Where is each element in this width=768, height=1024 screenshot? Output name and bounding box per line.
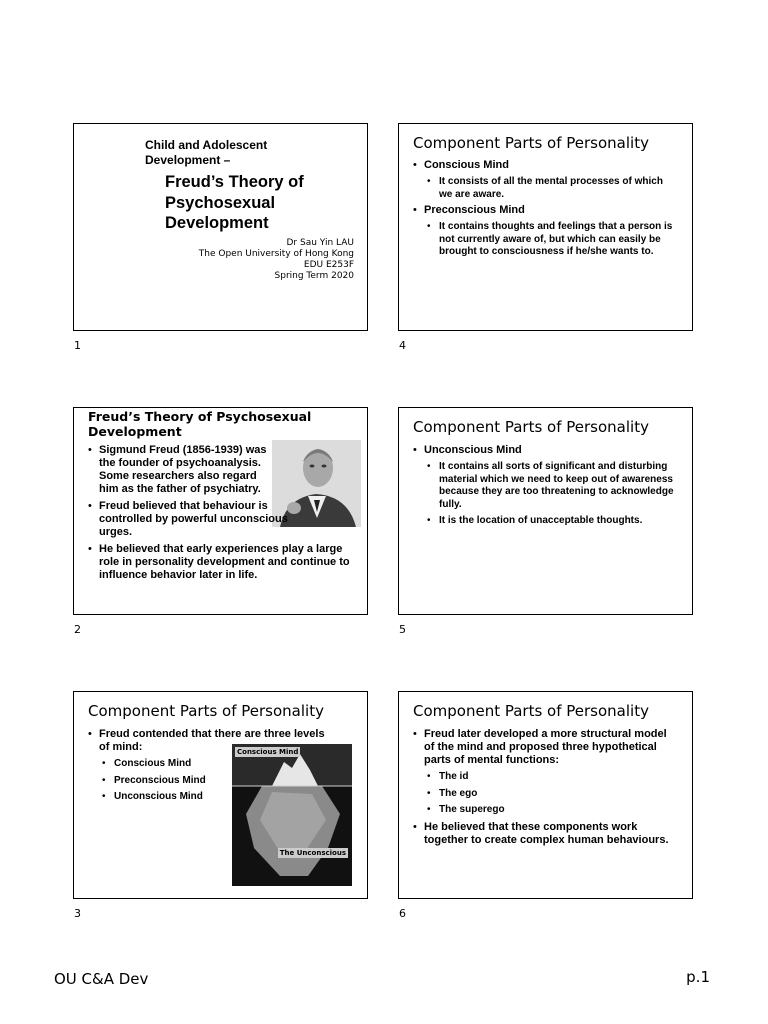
sub-bullet-conscious-desc: • It consists of all the mental processes of which we are aware. [425, 176, 679, 201]
course-code: EDU E253F [303, 260, 354, 270]
footer-course: OU C&A Dev [54, 970, 149, 988]
bullet-conscious-mind: • Conscious Mind [411, 159, 679, 172]
sub-bullet-conscious: • Conscious Mind [100, 758, 348, 771]
bullet-preconscious-mind: • Preconscious Mind [411, 204, 679, 217]
slide-2-bullets [86, 444, 356, 586]
slide-number-1: 1 [74, 339, 81, 352]
slide-5 [398, 407, 693, 615]
bullet-unconscious-urges: • Freud believed that behaviour is controlled by powerful unconscious urges. [86, 500, 289, 539]
slide-number-3: 3 [74, 907, 81, 920]
footer-page-number: p.1 [686, 968, 710, 986]
sub-bullet-unconscious-desc: • It contains all sorts of significant and disturbing material which we need to keep out of awareness because they are too threatening to acknowledge fully. [425, 461, 679, 511]
slide-3-title: Component Parts of Personality [88, 702, 324, 720]
bullet-structural-model: • Freud later developed a more structural model of the mind and proposed three hypothetical parts of mental functions: [411, 728, 673, 767]
slide-1 [73, 123, 368, 331]
slide-5-title: Component Parts of Personality [413, 418, 649, 436]
bullet-early-experiences: • He believed that early experiences play a large role in personality development and continue to influence behavior later in life. [86, 543, 356, 582]
slide-number-4: 4 [399, 339, 406, 352]
sub-bullet-preconscious: • Preconscious Mind [100, 775, 348, 788]
bullet-unconscious-mind: • Unconscious Mind [411, 444, 679, 457]
slide-number-2: 2 [74, 623, 81, 636]
slide-4 [398, 123, 693, 331]
slide-number-5: 5 [399, 623, 406, 636]
iceberg-svg [232, 744, 352, 886]
sub-bullet-unacceptable-thoughts: • It is the location of unacceptable thoughts. [425, 515, 679, 528]
sub-bullet-ego: • The ego [425, 788, 673, 801]
slide-2-title: Freud’s Theory of Psychosexual Development [88, 409, 312, 439]
slide-2 [73, 407, 368, 615]
iceberg-image [232, 744, 352, 886]
slide-1-subtitle: Child and Adolescent Development – [145, 138, 268, 167]
bullet-three-levels: • Freud contended that there are three levels of mind: [86, 728, 334, 754]
bullet-components-work-together: • He believed that these components work together to create complex human behaviours. [411, 821, 673, 847]
slide-1-title: Freud’s Theory of Psychosexual Development [165, 173, 304, 232]
iceberg-label-bottom: The Unconscious [279, 849, 346, 857]
institution: The Open University of Hong Kong [198, 249, 354, 259]
slide-5-bullets [411, 444, 679, 531]
sub-bullet-id: • The id [425, 771, 673, 784]
slide-6-bullets [411, 728, 673, 851]
slide-1-credits [199, 238, 354, 282]
slide-6 [398, 691, 693, 899]
slide-4-title: Component Parts of Personality [413, 134, 649, 152]
iceberg-label-top: Conscious Mind [237, 748, 299, 756]
slide-6-title: Component Parts of Personality [413, 702, 649, 720]
bullet-freud-founder: • Sigmund Freud (1856-1939) was the founder of psychoanalysis. Some researchers also regard him as the father of psychiatry. [86, 444, 267, 496]
term: Spring Term 2020 [274, 271, 354, 281]
slide-number-6: 6 [399, 907, 406, 920]
author: Dr Sau Yin LAU [286, 238, 354, 248]
sub-bullet-unconscious: • Unconscious Mind [100, 791, 348, 804]
slide-4-bullets [411, 159, 679, 262]
slide-3 [73, 691, 368, 899]
sub-bullet-superego: • The superego [425, 804, 673, 817]
sub-bullet-preconscious-desc: • It contains thoughts and feelings that a person is not currently aware of, but which can easily be brought to consciousness if he/she wants to. [425, 221, 679, 259]
